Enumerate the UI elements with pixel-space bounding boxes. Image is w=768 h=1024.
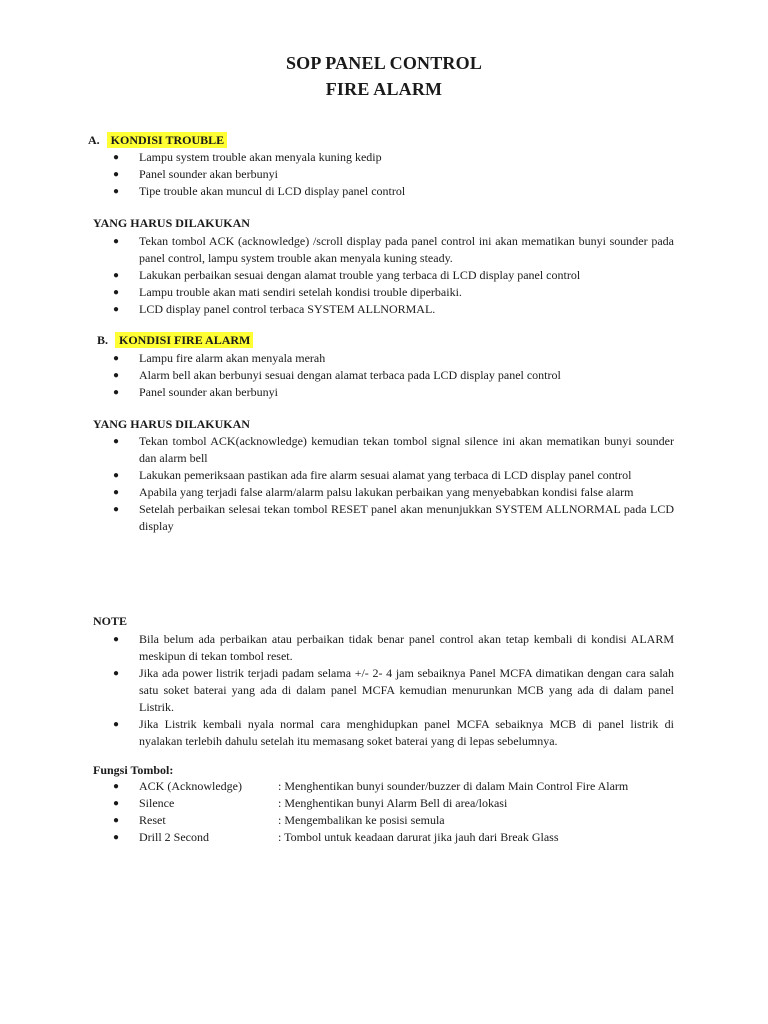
bullet-icon: ● xyxy=(113,470,120,481)
bullet-icon: ● xyxy=(113,719,120,730)
section-b-letter: B. xyxy=(97,333,109,347)
list-item: ● Bila belum ada perbaikan atau perbaikan tidak benar panel control akan tetap kembali di kondisi ALARM meskipun di tekan tombol reset. xyxy=(113,632,674,663)
bullet-icon: ● xyxy=(113,436,120,447)
bullet-icon: ● xyxy=(113,304,120,315)
list-item: ● Lampu trouble akan mati sendiri setelah kondisi trouble diperbaiki. xyxy=(113,285,462,299)
list-item: ● Tipe trouble akan muncul di LCD display panel control xyxy=(113,184,406,198)
bullet-icon: ● xyxy=(113,152,120,163)
bullet-icon: ● xyxy=(113,186,120,197)
list-item: ● LCD display panel control terbaca SYSTEM ALLNORMAL. xyxy=(113,302,436,316)
section-a-todo-list xyxy=(113,233,674,318)
document-title-line2: FIRE ALARM xyxy=(325,79,443,99)
section-a-heading xyxy=(88,132,227,149)
note-list xyxy=(113,631,674,750)
fungsi-desc: : Menghentikan bunyi Alarm Bell di area/lokasi xyxy=(278,796,508,810)
section-a-bullet-list xyxy=(113,149,674,200)
bullet-icon: ● xyxy=(113,798,120,809)
list-item: ● Panel sounder akan berbunyi xyxy=(113,385,278,399)
bullet-icon: ● xyxy=(113,370,120,381)
section-a-title: KONDISI TROUBLE xyxy=(107,132,227,148)
section-a-letter: A. xyxy=(88,133,100,147)
section-a-todo-heading: YANG HARUS DILAKUKAN xyxy=(93,216,250,230)
section-b-todo-heading: YANG HARUS DILAKUKAN xyxy=(93,417,250,431)
bullet-icon: ● xyxy=(113,287,120,298)
bullet-icon: ● xyxy=(113,270,120,281)
section-b-todo-list xyxy=(113,433,674,535)
list-item: ● Apabila yang terjadi false alarm/alarm palsu lakukan perbaikan yang menyebabkan kondisi false alarm xyxy=(113,485,634,499)
list-item: ● Tekan tombol ACK(acknowledge) kemudian tekan tombol signal silence ini akan mematikan bunyi sounder dan alarm bell xyxy=(113,434,674,465)
fungsi-desc: : Mengembalikan ke posisi semula xyxy=(278,813,445,827)
list-item: ● Setelah perbaikan selesai tekan tombol RESET panel akan menunjukkan SYSTEM ALLNORMAL pada LCD display xyxy=(113,502,674,533)
list-item: ● Jika ada power listrik terjadi padam selama +/- 2- 4 jam sebaiknya Panel MCFA dimatikan dengan cara salah satu soket baterai yang ada di dalam panel MCFA kemudian menurunkan MCB yang ada di dalam panel Listrik. xyxy=(113,666,674,714)
bullet-icon: ● xyxy=(113,487,120,498)
bullet-icon: ● xyxy=(113,781,120,792)
list-item: ● Lakukan perbaikan sesuai dengan alamat trouble yang terbaca di LCD display panel control xyxy=(113,268,581,282)
bullet-icon: ● xyxy=(113,353,120,364)
bullet-icon: ● xyxy=(113,815,120,826)
section-b-title: KONDISI FIRE ALARM xyxy=(115,332,253,348)
fungsi-desc: : Menghentikan bunyi sounder/buzzer di dalam Main Control Fire Alarm xyxy=(278,779,629,793)
bullet-icon: ● xyxy=(113,634,120,645)
list-item: ● Alarm bell akan berbunyi sesuai dengan alamat terbaca pada LCD display panel control xyxy=(113,368,561,382)
list-item: ● Tekan tombol ACK (acknowledge) /scroll display pada panel control ini akan mematikan bunyi sounder pada panel control, lampu system trouble akan menyala kuning steady. xyxy=(113,234,674,265)
section-b-heading xyxy=(97,332,253,349)
fungsi-tombol-heading: Fungsi Tombol: xyxy=(93,763,174,777)
bullet-icon: ● xyxy=(113,668,120,679)
fungsi-desc: : Tombol untuk keadaan darurat jika jauh dari Break Glass xyxy=(278,830,559,844)
list-item: ● Lampu system trouble akan menyala kuning kedip xyxy=(113,150,382,164)
section-b-bullet-list xyxy=(113,350,674,401)
document-title-line1: SOP PANEL CONTROL xyxy=(285,53,483,73)
fungsi-name: Reset xyxy=(139,813,166,827)
fungsi-name: ACK (Acknowledge) xyxy=(139,779,242,793)
fungsi-name: Silence xyxy=(139,796,175,810)
bullet-icon: ● xyxy=(113,504,120,515)
bullet-icon: ● xyxy=(113,236,120,247)
bullet-icon: ● xyxy=(113,169,120,180)
list-item: ● Panel sounder akan berbunyi xyxy=(113,167,278,181)
list-item: ● Jika Listrik kembali nyala normal cara menghidupkan panel MCFA sebaiknya MCB di panel listrik di nyalakan terlebih dahulu setelah itu memasang soket baterai yang di lepas sebelumnya. xyxy=(113,717,674,748)
list-item: ● Lampu fire alarm akan menyala merah xyxy=(113,351,326,365)
bullet-icon: ● xyxy=(113,387,120,398)
fungsi-name: Drill 2 Second xyxy=(139,830,209,844)
bullet-icon: ● xyxy=(113,832,120,843)
list-item: ● Lakukan pemeriksaan pastikan ada fire alarm sesuai alamat yang terbaca di LCD display panel control xyxy=(113,468,632,482)
note-heading: NOTE xyxy=(93,614,128,628)
